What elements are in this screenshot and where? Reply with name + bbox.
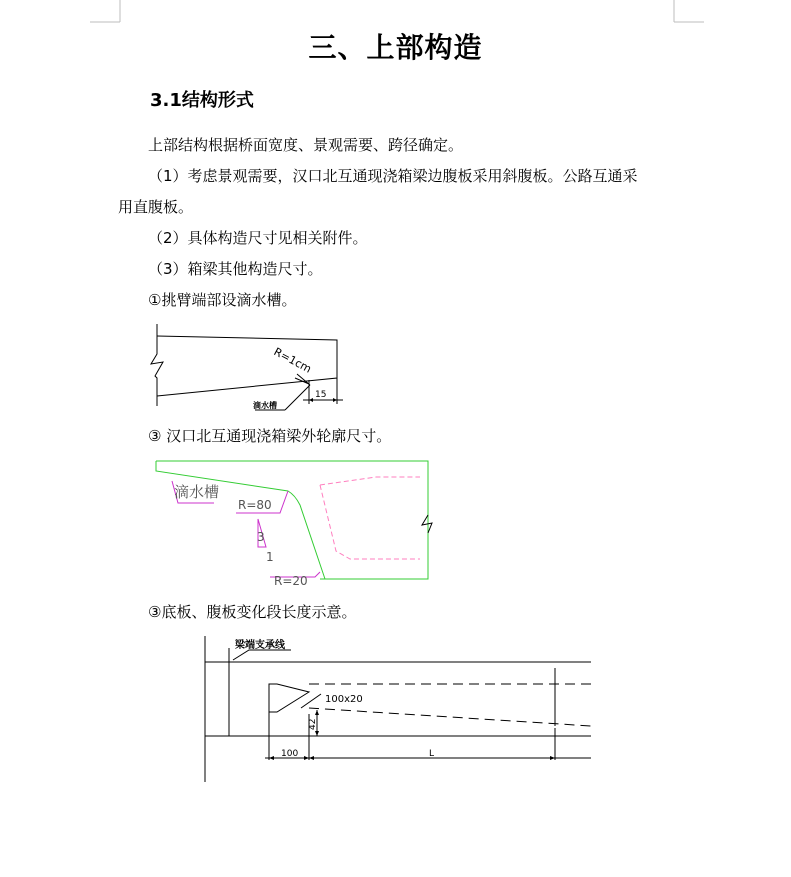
fig2-slope-v-label: 3 [257,530,265,544]
paragraph-3: （2）具体构造尺寸见相关附件。 [148,229,368,247]
corner-mark-top-left [90,0,122,24]
figure-transition-length [195,632,595,787]
paragraph-4: （3）箱梁其他构造尺寸。 [148,260,323,278]
fig2-r80-label: R=80 [238,498,272,512]
fig3-dim-100: 100 [281,749,299,759]
corner-mark-top-right [672,0,704,24]
fig2-groove-label: 滴水槽 [174,483,220,501]
paragraph-6: ③ 汉口北互通现浇箱梁外轮廓尺寸。 [148,427,392,445]
page-title: 三、上部构造 [308,31,483,64]
paragraph-2-line-1: （1）考虑景观需要，汉口北互通现浇箱梁边腹板采用斜腹板。公路互通采 [148,167,638,185]
paragraph-5: ①挑臂端部设滴水槽。 [148,291,297,309]
fig3-dim-L: L [429,749,435,759]
fig1-groove-label: 滴水槽 [253,401,277,410]
fig1-dim-label: 15 [315,390,327,400]
figure-drip-groove [145,318,375,418]
figure-box-girder-outline [150,455,440,588]
section-heading: 3.1结构形式 [150,90,254,111]
fig3-dim-vertical: 42 [308,718,318,730]
paragraph-7: ③底板、腹板变化段长度示意。 [148,603,357,621]
fig3-support-label: 梁端支承线 [235,640,285,651]
fig2-r20-label: R=20 [274,574,308,588]
fig1-radius-label: R=1cm [271,345,314,376]
fig2-slope-h-label: 1 [266,550,274,564]
paragraph-2-line-2: 用直腹板。 [118,198,194,216]
paragraph-1: 上部结构根据桥面宽度、景观需要、跨径确定。 [148,136,464,154]
fig3-chamfer-label: 100x20 [325,694,363,705]
